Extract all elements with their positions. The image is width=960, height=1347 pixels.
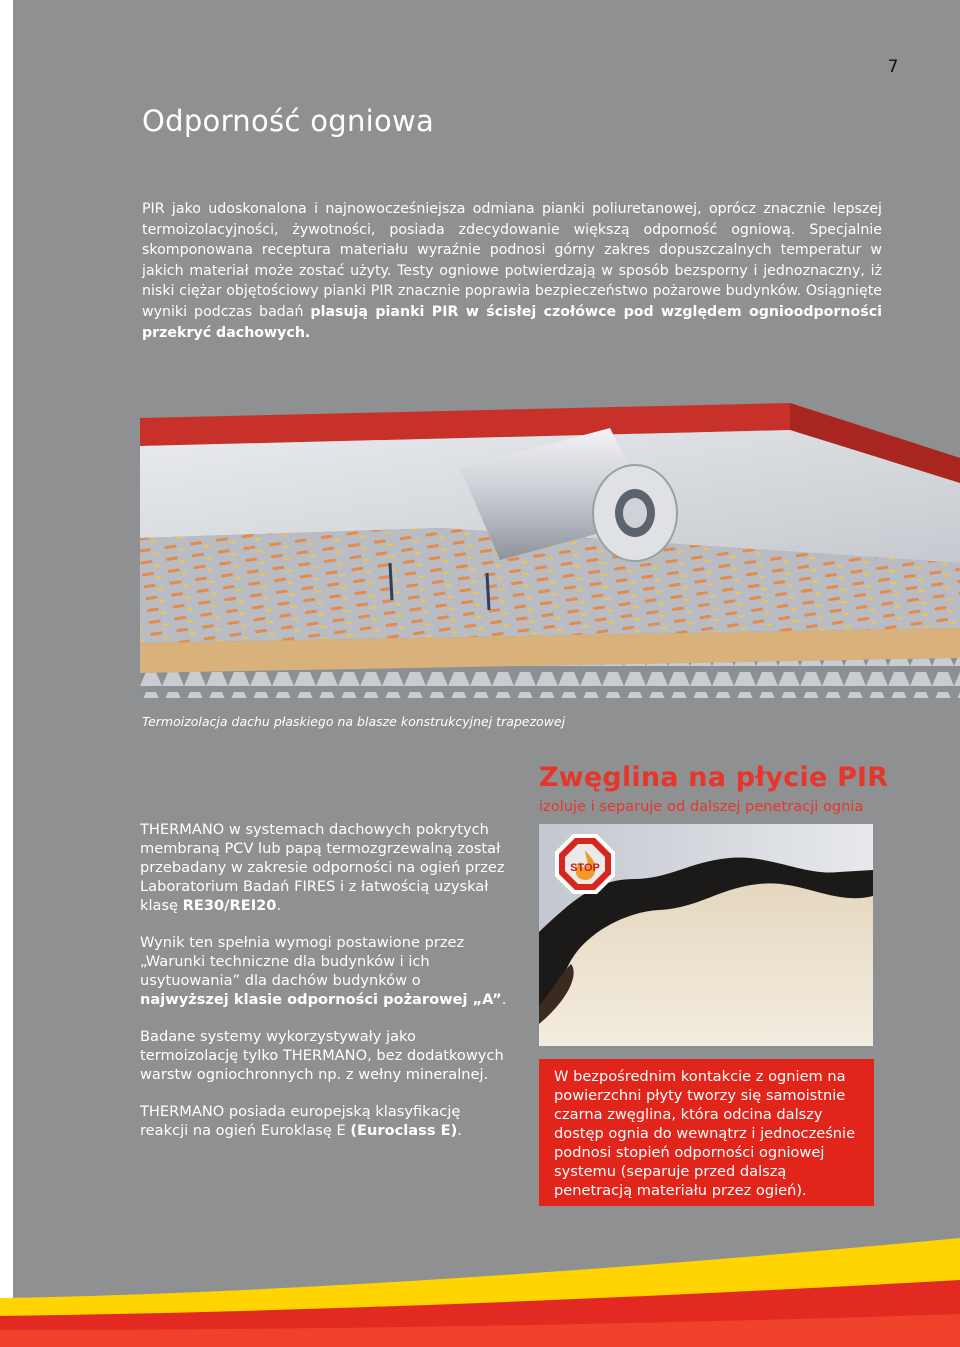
char-section-title: Zwęglina na płycie PIR [539, 762, 889, 793]
roof-insulation-image [140, 388, 960, 698]
intro-text: PIR jako udoskonalona i najnowocześniejsza odmiana pianki poliuretanowej, oprócz znacznie lepszej termoizolacyjności, żywotności, posiada zdecydowanie większą odporność ogniową. Specjalnie skomponowana receptura materiału wyraźnie podnosi górny zakres dopuszczalnych temperatur w jakich materiał może zostać użyty. Testy ogniowe potwierdzają w sposób bezsporny i jednoznaczny, iż niski ciężar objętościowy pianki PIR znacznie poprawia bezpieczeństwo pożarowe budynków. Osiągnięte wyniki podczas badań [142, 201, 882, 320]
paragraph-requirements-end: . [501, 991, 507, 1008]
euroclass-value: (Euroclass E) [350, 1122, 458, 1139]
stop-label: STOP [570, 862, 600, 874]
paragraph-requirements [140, 933, 510, 1009]
footer-wave [0, 1220, 960, 1347]
paragraph-class [140, 820, 510, 915]
paragraph-euroclass-end: . [457, 1122, 462, 1139]
intro-paragraph [142, 199, 882, 343]
class-value: RE30/REI20 [182, 897, 277, 914]
char-section-subtitle: izoluje i separuje od dalszej penetracji ognia [539, 798, 864, 815]
section-title: Odporność ogniowa [142, 104, 435, 138]
fire-class-a: najwyższej klasie odporności pożarowej „A” [140, 991, 502, 1008]
char-info-box: W bezpośrednim kontakcie z ogniem na powierzchni płyty tworzy się samoistnie czarna zwęglina, która odcina dalszy dostęp ognia do wewnątrz i jednocześnie podnosi stopień odporności ogniowej systemu (separuje przed dalszą penetracją materiału przez ogień). [539, 1059, 874, 1206]
paragraph-class-text: THERMANO w systemach dachowych pokrytych membraną PCV lub papą termozgrzewalną został przebadany w zakresie odporności na ogień przez Laboratorium Badań FIRES i z łatwością uzyskał klasę [140, 821, 505, 914]
page-number: 7 [887, 57, 899, 77]
intro-text-bold: plasują pianki PIR w ścisłej czołówce pod względem ognioodporności przekryć dachowych. [142, 303, 882, 341]
paragraph-class-end: . [276, 897, 282, 914]
paragraph-euroclass [140, 1102, 510, 1140]
left-column [140, 820, 510, 1158]
paragraph-euroclass-text: THERMANO posiada europejską klasyfikację reakcji na ogień Euroklasę E [140, 1103, 461, 1139]
image-caption: Termoizolacja dachu płaskiego na blasze konstrukcyjnej trapezowej [142, 714, 566, 729]
paragraph-systems: Badane systemy wykorzystywały jako termoizolację tylko THERMANO, bez dodatkowych warstw ogniochronnych np. z wełny mineralnej. [140, 1028, 504, 1083]
burnt-pir-image [539, 824, 873, 1046]
paragraph-requirements-text: Wynik ten spełnia wymogi postawione przez „Warunki techniczne dla budynków i ich usytuowania” dla dachów budynków o [140, 934, 465, 989]
